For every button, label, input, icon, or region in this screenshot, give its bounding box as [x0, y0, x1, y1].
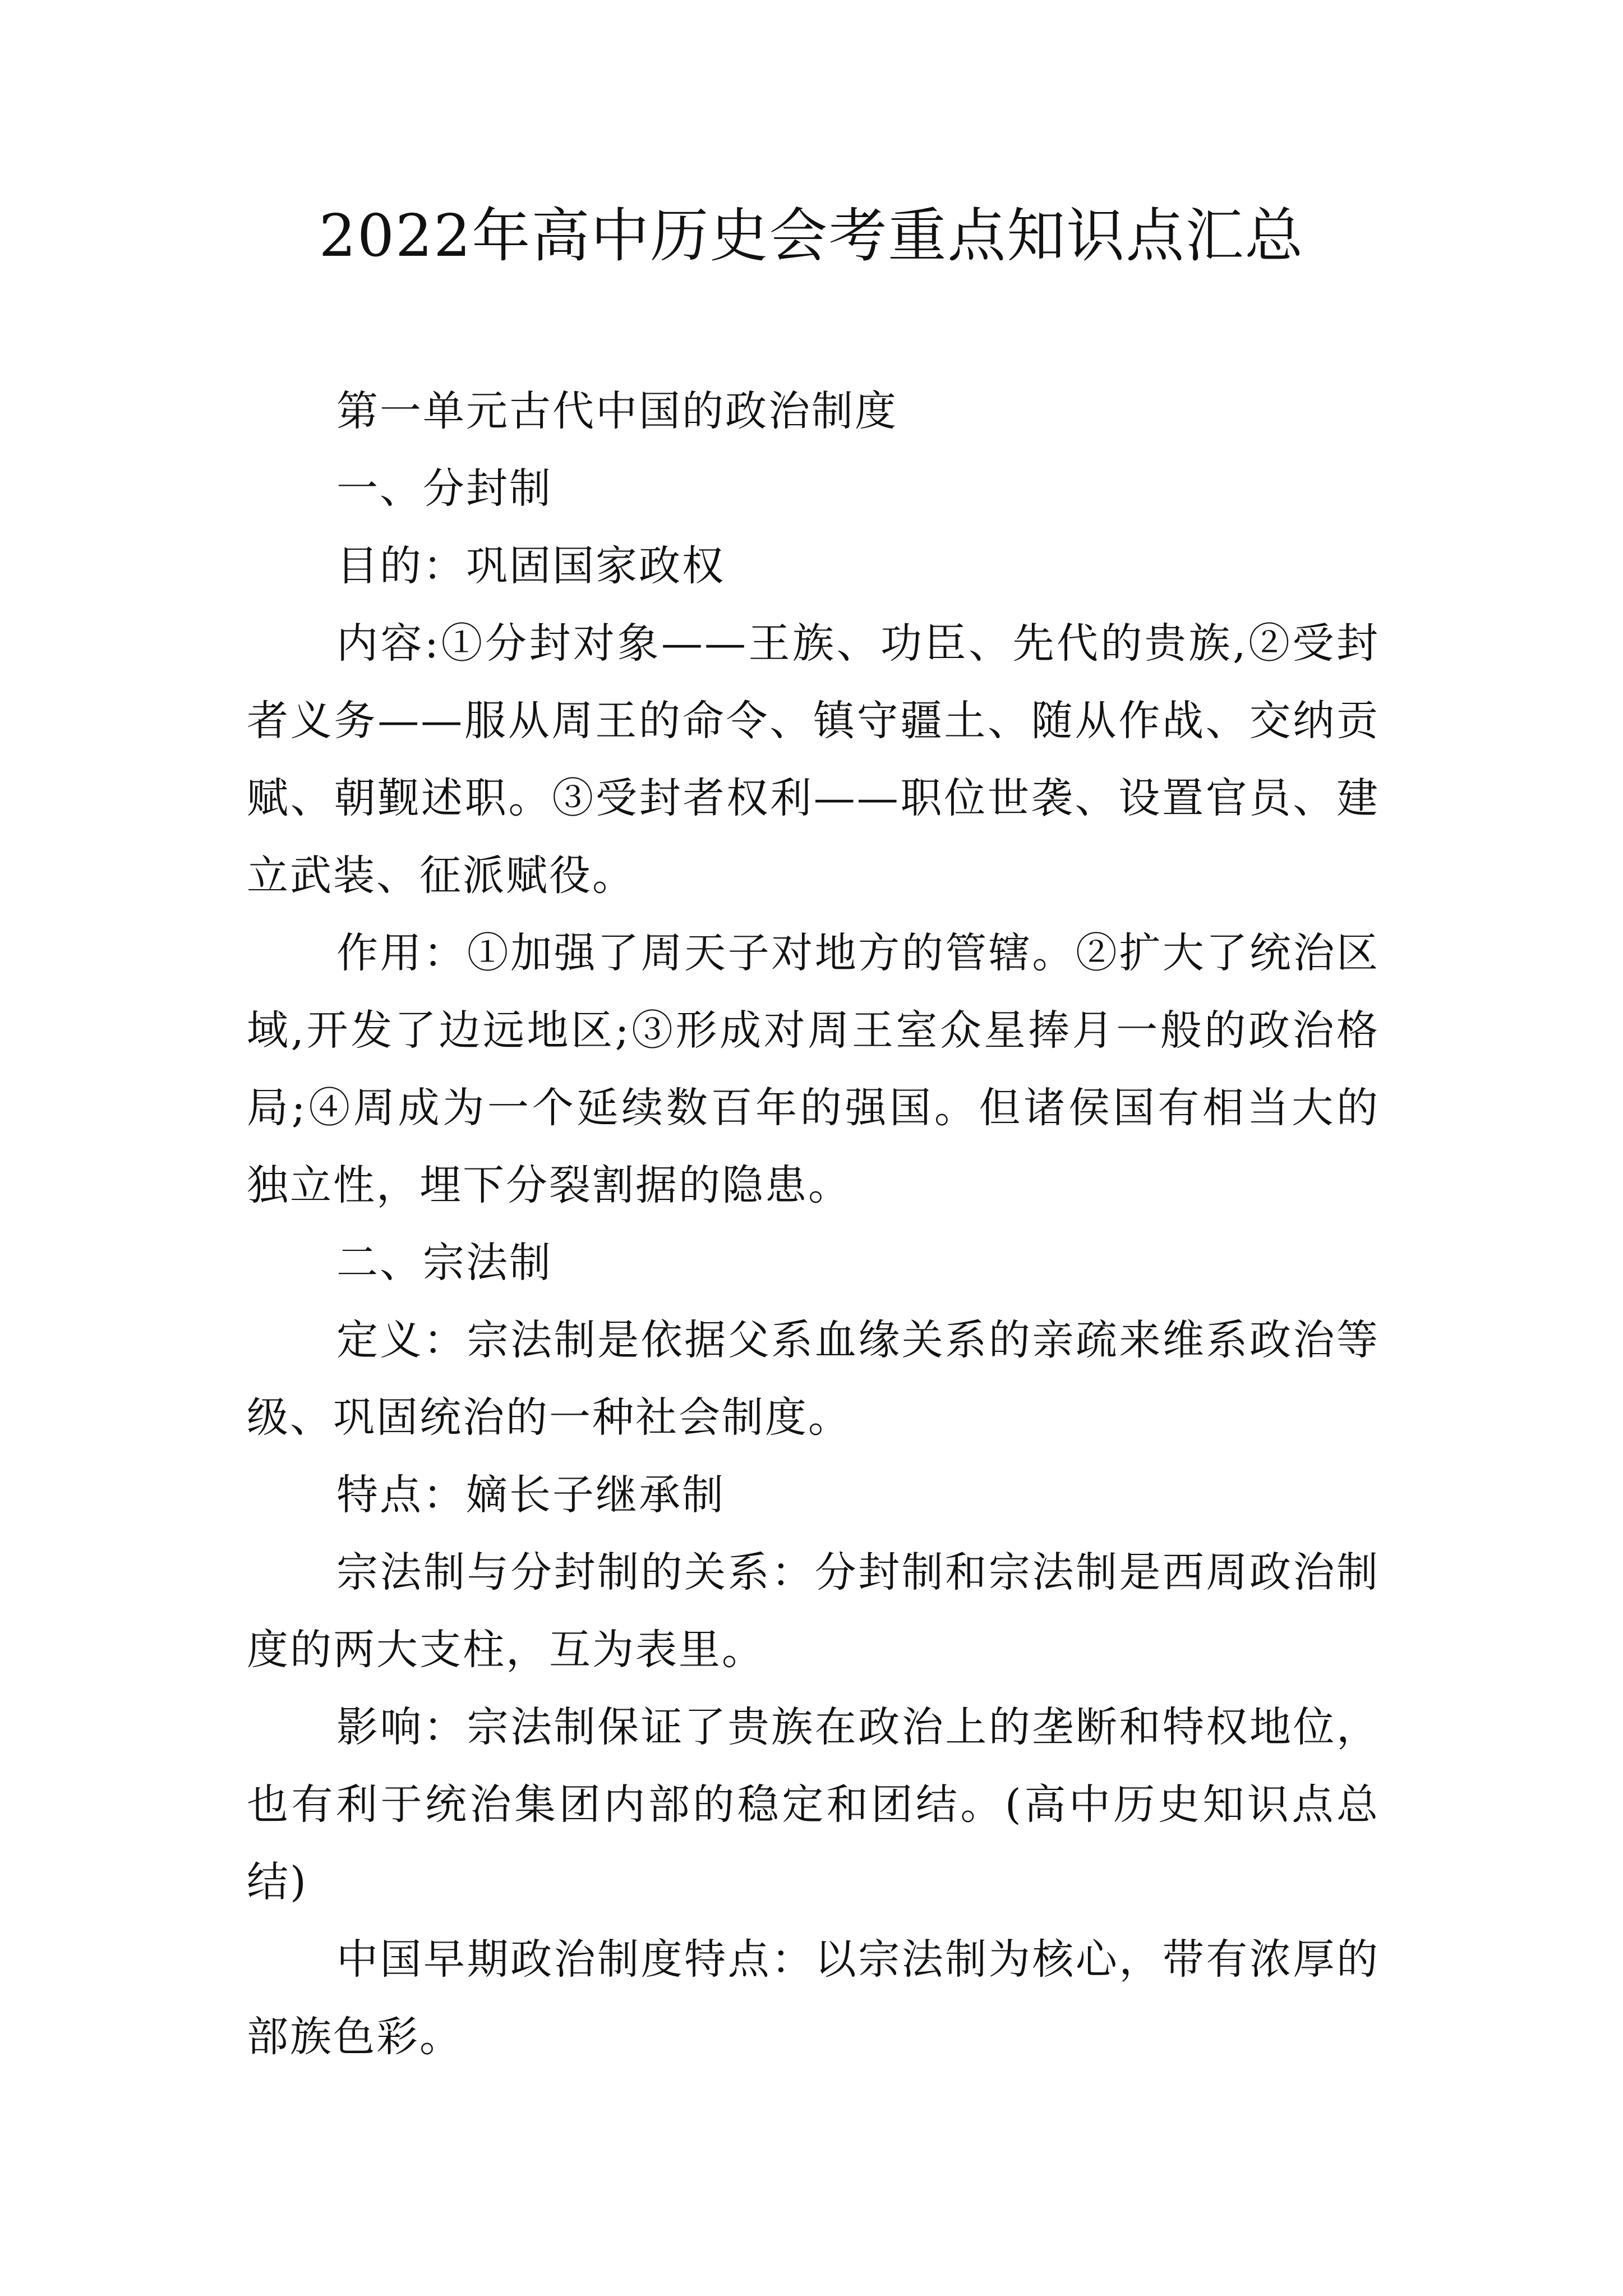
- paragraph-feature: 特点：嫡长子继承制: [336, 1471, 725, 1519]
- document-body: [247, 372, 1380, 2076]
- document-title: 2022年高中历史会考重点知识点汇总: [319, 201, 1304, 270]
- paragraph-influence: 影响：宗法制保证了贵族在政治上的垄断和特权地位，也有利于统治集团内部的稳定和团结。(高中历史知识点总结): [247, 1703, 1380, 1906]
- paragraph-definition: 定义：宗法制是依据父系血缘关系的亲疏来维系政治等级、巩固统治的一种社会制度。: [247, 1316, 1380, 1442]
- unit-heading: 第一单元古代中国的政治制度: [336, 387, 898, 435]
- section-heading-zongfazhi: 二、宗法制: [336, 1239, 552, 1287]
- section-heading-fengjianzhi: 一、分封制: [336, 464, 552, 513]
- paragraph-relation: 宗法制与分封制的关系：分封制和宗法制是西周政治制度的两大支柱，互为表里。: [247, 1548, 1380, 1674]
- paragraph-content: 内容:①分封对象——王族、功臣、先代的贵族,②受封者义务——服从周王的命令、镇守疆土、随从作战、交纳贡赋、朝觐述职。③受封者权利——职位世袭、设置官员、建立武装、征派赋役。: [247, 619, 1380, 900]
- paragraph-early-system: 中国早期政治制度特点：以宗法制为核心，带有浓厚的部族色彩。: [247, 1935, 1380, 2061]
- paragraph-effect: 作用：①加强了周天子对地方的管辖。②扩大了统治区域,开发了边远地区;③形成对周王室众星捧月一般的政治格局;④周成为一个延续数百年的强国。但诸侯国有相当大的独立性，埋下分裂割据的隐患。: [247, 929, 1380, 1209]
- paragraph-purpose: 目的：巩固国家政权: [336, 542, 725, 590]
